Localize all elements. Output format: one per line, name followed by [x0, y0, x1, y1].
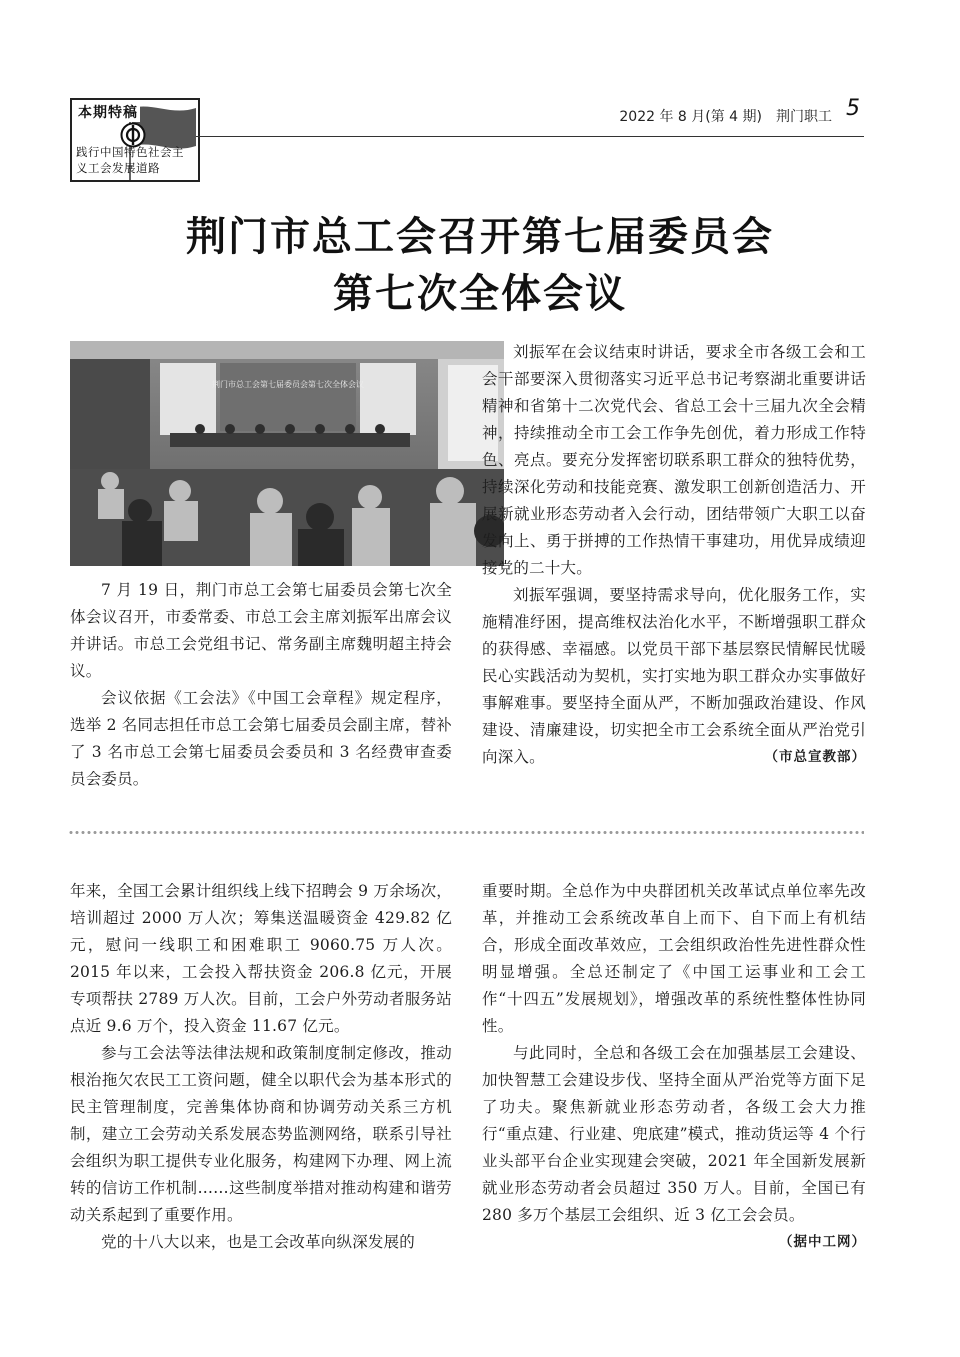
article2-right-paragraph-2: [482, 1040, 866, 1250]
article-title-line-2: 第七次全体会议: [333, 271, 627, 317]
article2-left-column: [70, 878, 452, 1256]
header-rule: [196, 136, 864, 137]
article1-right-paragraph-1: 刘振军在会议结束时讲话，要求全市各级工会和工会干部要深入贯彻落实习近平总书记考察湖北重要讲话精神和省第十二次党代会、省总工会十三届九次全会精神，持续推动全市工会工作争先创优，着力形成工作特色、亮点。要充分发挥密切联系职工群众的独特优势，持续深化劳动和技能竞赛、激发职工创新创造活力、开展新就业形态劳动者入会行动，团结带领广大职工以奋发向上、勇于拼搏的工作热情干事建功，用优异成绩迎接党的二十大。: [482, 343, 866, 577]
page-number: 5: [846, 96, 860, 121]
article1-left-paragraph-2: 会议依据《工会法》《中国工会章程》规定程序，选举 2 名同志担任市总工会第七届委员会副主席，替补了 3 名市总工会第七届委员会委员和 3 名经费审查委员会委员。: [70, 689, 452, 788]
article2-right-column: [482, 878, 866, 1256]
section-subtitle: 践行中国特色社会主义工会发展道路: [76, 145, 184, 175]
article1-right-paragraph-2-text: 刘振军强调，要坚持需求导向，优化服务工作，实施精准纾困，提高维权法治化水平，不断增强职工群众的获得感、幸福感。以党员干部下基层察民情解民忧暖民心实践活动为契机，实打实地为职工群众办实事做好事解难事。要坚持全面从严，不断加强政治建设、作风建设、清廉建设，切实把全市工会系统全面从严治党引向深入。: [482, 586, 866, 766]
article2-left-paragraph-1: 年来，全国工会累计组织线上线下招聘会 9 万余场次，培训超过 2000 万人次；筹集送温暖资金 429.82 亿元，慰问一线职工和困难职工 9060.75 万人次。2015 年以来，工会投入帮扶资金 206.8 亿元，开展专项帮扶 2789 万人次。目前，工会户外劳动者服务站点近 9.6 万个，投入资金 11.67 亿元。: [70, 882, 452, 1035]
article2-left-paragraph-2: 参与工会法等法律法规和政策制度制定修改，推动根治拖欠农民工工资问题，健全以职代会为基本形式的民主管理制度，完善集体协商和协调劳动关系三方机制，建立工会劳动关系发展态势监测网络，联系引导社会组织为职工提供专业化服务，构建网下办理、网上流转的信访工作机制……这些制度举措对推动构建和谐劳动关系起到了重要作用。: [70, 1044, 452, 1224]
section-divider: [68, 830, 864, 835]
article2-right-paragraph-1: 重要时期。全总作为中央群团机关改革试点单位率先改革，并推动工会系统改革自上而下、自下而上有机结合，形成全面改革效应，工会组织政治性先进性群众性明显增强。全总还制定了《中国工运事业和工会工作“十四五”发展规划》，增强改革的系统性整体性协同性。: [482, 882, 866, 1035]
section-badge: [70, 98, 200, 182]
article2-right-paragraph-2-text: 与此同时，全总和各级工会在加强基层工会建设、加快智慧工会建设步伐、坚持全面从严治党等方面下足了功夫。聚焦新就业形态劳动者，各级工会大力推行“重点建、行业建、兜底建”模式，推动货运等 4 个行业头部平台企业实现建会突破，2021 年全国新发展新就业形态劳动者会员超过 350 万人。目前，全国已有 280 多万个基层工会组织、近 3 亿工会会员。: [482, 1044, 866, 1224]
article1-source: （市总宣教部）: [764, 749, 866, 765]
article1-left-column: [70, 577, 452, 793]
article2-left-paragraph-3: 党的十八大以来，也是工会改革向纵深发展的: [101, 1233, 416, 1251]
article-title-line-1: 荆门市总工会召开第七届委员会: [186, 214, 774, 260]
article1-right-column: [482, 339, 866, 771]
section-kicker: 本期特稿: [76, 102, 140, 122]
publication-name: 荆门职工: [776, 109, 832, 125]
issue-date: 2022 年 8 月(第 4 期): [619, 109, 762, 125]
article2-source: （据中工网）: [779, 1234, 866, 1250]
article1-left-paragraph-1: 7 月 19 日，荆门市总工会第七届委员会第七次全体会议召开，市委常委、市总工会主席刘振军出席会议并讲话。市总工会党组书记、常务副主席魏明超主持会议。: [70, 581, 452, 680]
issue-info: [605, 106, 832, 126]
banner-text: 荆门市总工会第七届委员会第七次全体会议: [212, 380, 364, 389]
article1-right-paragraph-2: [482, 582, 866, 771]
meeting-photo: [70, 341, 504, 566]
